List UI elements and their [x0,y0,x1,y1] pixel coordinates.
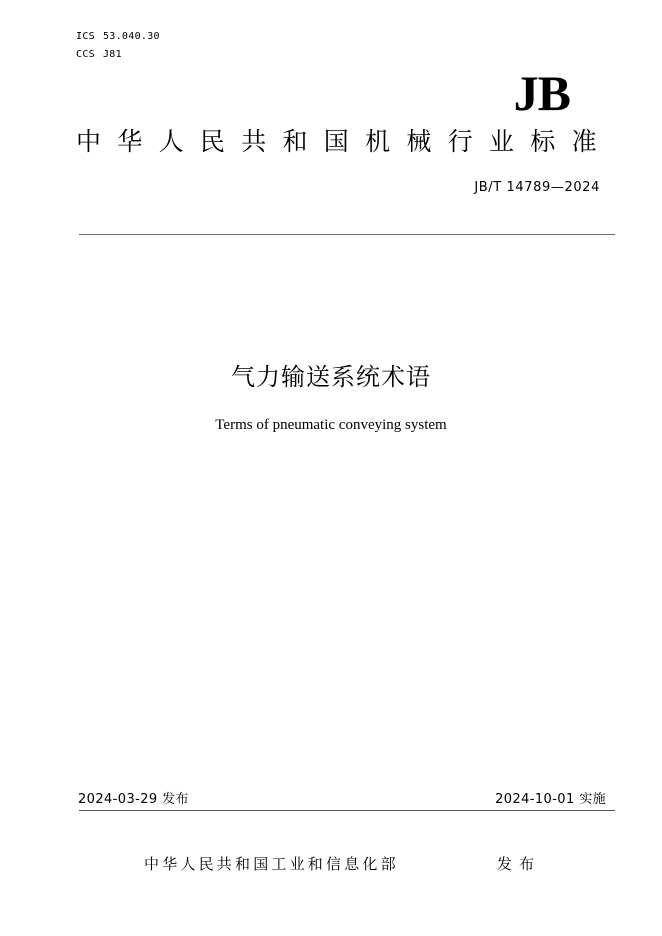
implementation-date-line [495,792,606,808]
ics-label: ICS [76,31,95,42]
implementation-label: 实施 [579,792,606,807]
publisher-name: 中华人民共和国工业和信息化部 [144,855,399,873]
bottom-divider [79,810,615,811]
ccs-code: J81 [102,49,122,60]
jb-logo: JB [513,65,570,121]
standard-category: 中华人民共和国机械行业标准 [76,127,613,156]
ccs-classification [76,49,122,61]
issue-label: 发布 [162,792,189,807]
ics-classification [76,31,160,43]
document-title-chinese: 气力输送系统术语 [231,363,431,391]
top-divider [79,234,615,235]
publisher-action: 发布 [497,855,542,873]
issue-date: 2024-03-29 [78,792,158,807]
document-title-english: Terms of pneumatic conveying system [215,417,447,433]
implementation-date: 2024-10-01 [495,792,575,807]
standard-number: JB/T 14789—2024 [474,180,600,195]
ccs-label: CCS [76,49,95,60]
issue-date-line [78,792,189,808]
ics-code: 53.040.30 [102,31,160,42]
